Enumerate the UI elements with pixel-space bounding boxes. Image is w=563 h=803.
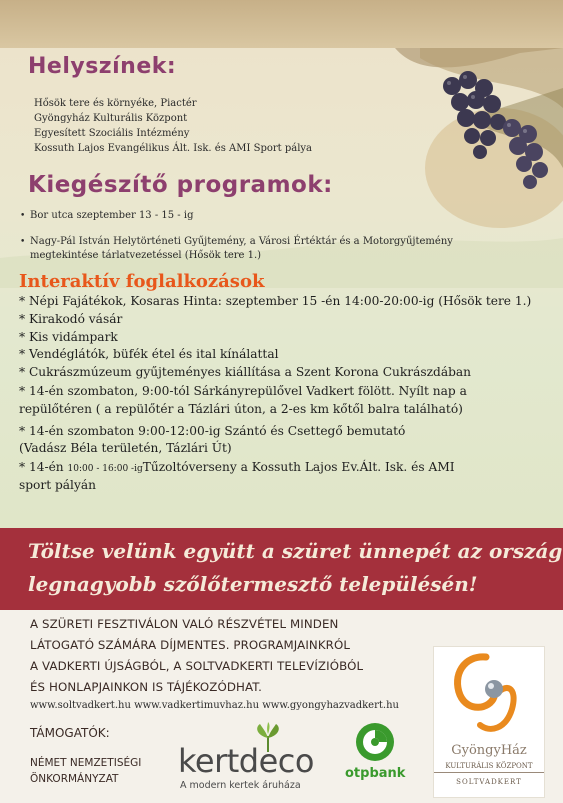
info-line: ÉS HONLAPJAINKON IS TÁJÉKOZÓDHAT. bbox=[30, 680, 263, 694]
location-item: Egyesített Szociális Intézmény bbox=[34, 128, 190, 139]
gyongyhaz-pearl-icon bbox=[434, 647, 544, 742]
interactive-item: repülőtéren ( a repülőtér a Tázlári úton, a 2-es km kőtől balra található) bbox=[19, 402, 463, 416]
banner-line: Töltse velünk együtt a szüret ünnepét az ország bbox=[28, 539, 563, 563]
location-item: Gyöngyház Kulturális Központ bbox=[34, 113, 188, 124]
bullet-icon: • bbox=[20, 237, 26, 247]
sponsor-otp-logo: otpbank bbox=[345, 720, 405, 788]
info-line: A SZÜRETI FESZTIVÁLON VALÓ RÉSZVÉTEL MINDEN bbox=[30, 617, 339, 631]
top-band bbox=[0, 0, 563, 48]
banner-line: legnagyobb szőlőtermesztő településén! bbox=[28, 572, 478, 596]
interactive-item: * 14-én szombaton, 9:00-tól Sárkányrepülővel Vadkert fölött. Nyílt nap a bbox=[19, 384, 467, 398]
interactive-item: * Kirakodó vásár bbox=[19, 312, 123, 326]
interactive-item: * Népi Fajátékok, Kosaras Hinta: szeptember 15 -én 14:00-20:00-ig (Hősök tere 1.) bbox=[19, 294, 532, 308]
info-line: A VADKERTI ÚJSÁGBÓL, A SOLTVADKERTI TELEVÍZIÓBÓL bbox=[30, 659, 364, 673]
interactive-item: (Vadász Béla területén, Tázlári Út) bbox=[19, 441, 232, 455]
interactive-item: * Cukrászmúzeum gyűjteményes kiállítása a Szent Korona Cukrászdában bbox=[19, 365, 472, 379]
bullet-icon: • bbox=[20, 211, 26, 221]
interactive-item: * 14-én 10:00 - 16:00 -igTűzoltóverseny a Kossuth Lajos Ev.Ált. Isk. és AMI bbox=[19, 460, 455, 474]
info-line: LÁTOGATÓ SZÁMÁRA DÍJMENTES. PROGRAMJAINKRÓL bbox=[30, 638, 351, 652]
interactive-item: sport pályán bbox=[19, 478, 96, 492]
interactive-heading: Interaktív foglalkozások bbox=[19, 271, 265, 292]
interactive-item: * 14-én szombaton 9:00-12:00-ig Szántó és Csettegő bemutató bbox=[19, 424, 406, 438]
locations-list bbox=[34, 96, 312, 156]
interactive-item: * Vendéglátók, büfék étel és ital kínálattal bbox=[19, 347, 279, 361]
website-links[interactable]: www.soltvadkert.hu www.vadkertimuvhaz.hu www.gyongyhazvadkert.hu bbox=[30, 700, 399, 711]
extras-heading: Kiegészítő programok: bbox=[28, 172, 333, 198]
locations-heading: Helyszínek: bbox=[28, 54, 177, 79]
location-item: Kossuth Lajos Evangélikus Ált. Isk. és AMI Sport pálya bbox=[34, 143, 313, 154]
sponsors-heading: TÁMOGATÓK: bbox=[30, 726, 110, 740]
sponsor-kertdeco-logo: kertdeco A modern kertek áruháza bbox=[178, 720, 328, 792]
otp-logo-icon bbox=[345, 720, 405, 770]
sponsor-gyongyhaz-logo: GyöngyHáz KULTURÁLIS KÖZPONT SOLTVADKERT bbox=[433, 646, 545, 798]
extra-item: • Bor utca szeptember 13 - 15 - ig bbox=[20, 210, 194, 221]
extra-item: • Nagy-Pál István Helytörténeti Gyűjtemény, a Városi Értéktár és a Motorgyűjtemény megtekintése tárlatvezetéssel (Hősök tere 1.) bbox=[20, 236, 453, 261]
location-item: Hősök tere és környéke, Piactér bbox=[34, 98, 197, 109]
sponsor-nemet: NÉMET NEMZETISÉGI ÖNKORMÁNYZAT bbox=[30, 757, 142, 785]
interactive-item: * Kis vidámpark bbox=[19, 330, 118, 344]
slogan-banner bbox=[0, 528, 563, 610]
